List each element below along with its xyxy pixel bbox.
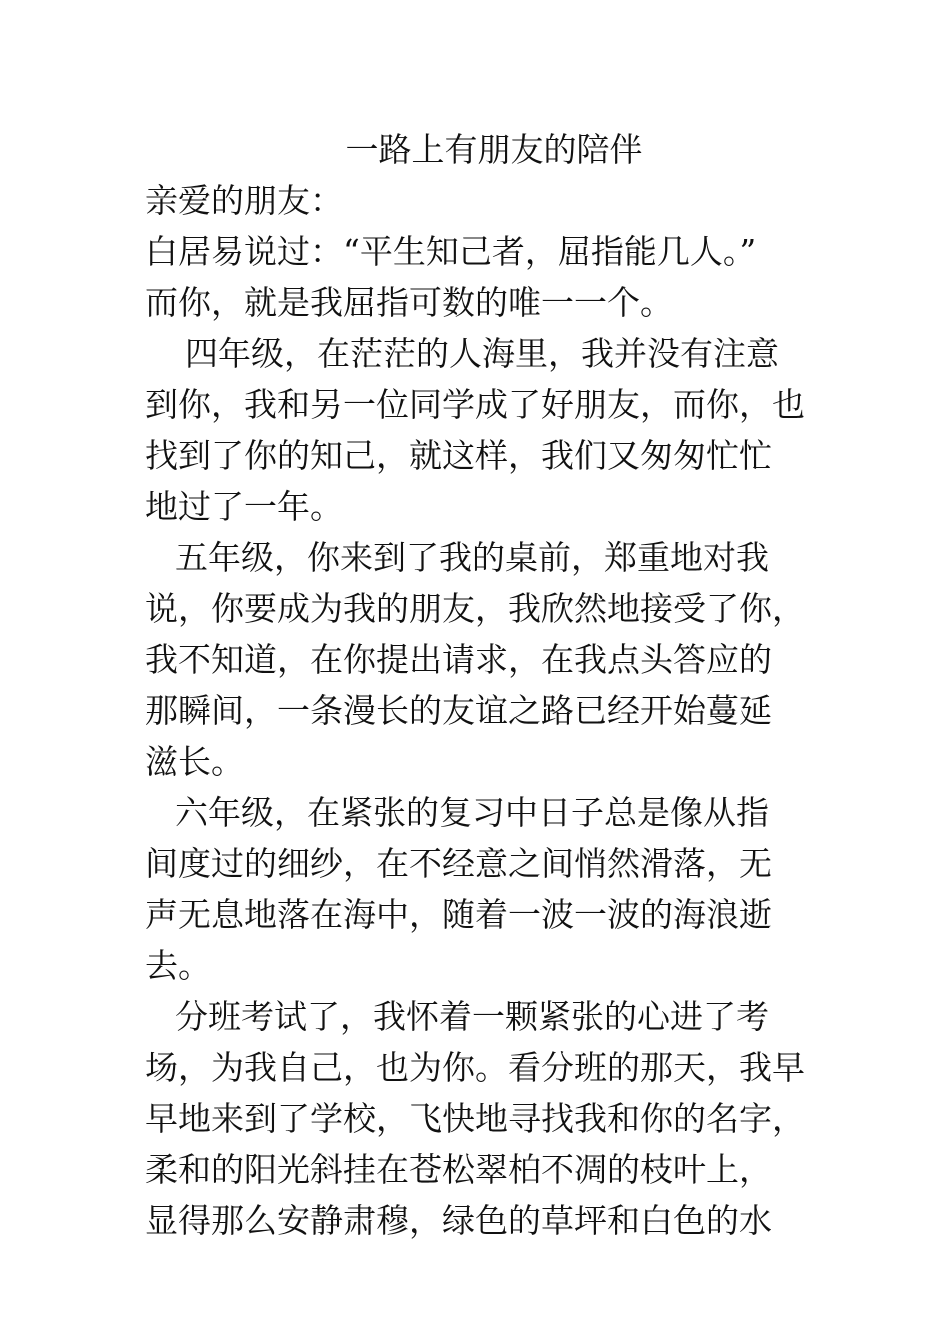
text-line: 去。 [145, 946, 211, 985]
text-line: 白居易说过：“平生知己者，屈指能几人。” [145, 232, 757, 271]
paragraph-exam [145, 991, 825, 1246]
paragraph-salutation [145, 175, 825, 226]
document-title: 一路上有朋友的陪伴 [345, 130, 643, 169]
text-line: 间度过的细纱，在不经意之间悄然滑落，无 [145, 844, 772, 883]
document-page [145, 125, 825, 1246]
paragraph-grade6 [145, 787, 825, 991]
text-line: 到你，我和另一位同学成了好朋友，而你，也 [145, 385, 805, 424]
text-line: 我不知道，在你提出请求，在我点头答应的 [145, 640, 772, 679]
text-line: 柔和的阳光斜挂在苍松翠柏不凋的枝叶上， [145, 1150, 772, 1189]
text-line: 声无息地落在海中，随着一波一波的海浪逝 [145, 895, 772, 934]
text-line: 说，你要成为我的朋友，我欣然地接受了你， [145, 589, 805, 628]
text-line: 场，为我自己，也为你。看分班的那天，我早 [145, 1048, 805, 1087]
text-line: 地过了一年。 [145, 487, 343, 526]
paragraph-grade4 [145, 328, 825, 532]
paragraph-quote [145, 226, 825, 328]
text-line: 那瞬间，一条漫长的友谊之路已经开始蔓延 [145, 691, 772, 730]
text-line: 找到了你的知己，就这样，我们又匆匆忙忙 [145, 436, 772, 475]
text-line: 显得那么安静肃穆，绿色的草坪和白色的水 [145, 1201, 772, 1240]
text-line: 亲爱的朋友： [145, 181, 343, 220]
text-line: 四年级，在茫茫的人海里，我并没有注意 [185, 334, 779, 373]
text-line: 而你，就是我屈指可数的唯一一个。 [145, 283, 673, 322]
text-line: 六年级，在紧张的复习中日子总是像从指 [175, 793, 769, 832]
text-line: 五年级，你来到了我的桌前，郑重地对我 [175, 538, 769, 577]
paragraph-grade5 [145, 532, 825, 787]
text-line: 分班考试了，我怀着一颗紧张的心进了考 [175, 997, 769, 1036]
text-line: 滋长。 [145, 742, 244, 781]
text-line: 早地来到了学校，飞快地寻找我和你的名字， [145, 1099, 805, 1138]
